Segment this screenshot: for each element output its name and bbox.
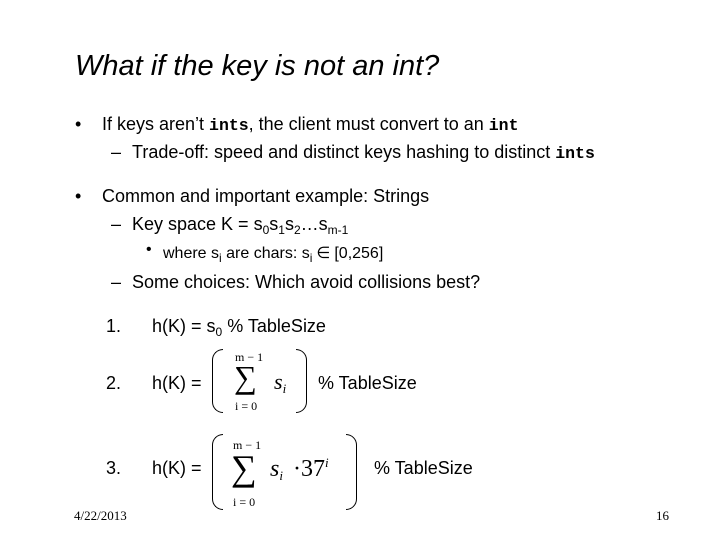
choice-number: 3. [106,458,122,478]
dash-marker: – [111,214,122,234]
subscript: i [282,381,287,396]
subsub-marker: • [146,241,152,258]
sum-lower-limit: i = 0 [235,399,258,413]
choice-1-formula [152,316,326,339]
page-number: 16 [656,508,669,523]
sum-term [270,456,329,481]
bullet-keys-not-ints [102,115,519,135]
choice-number: 2. [106,373,122,393]
subbullet-key-space [132,214,349,237]
text: s [270,456,280,482]
exponent: i [324,455,329,470]
bullet-text: , the client must convert to an [248,114,489,134]
sum-term [274,369,287,396]
subscript: 1 [278,223,285,237]
bullet-strings-example: Common and important example: Strings [102,186,430,206]
dash-marker: – [111,142,122,162]
subscript: m-1 [327,223,349,237]
bullet-marker: • [75,186,82,206]
code-ints: ints [209,116,249,135]
text: % TableSize [222,316,326,336]
subscript: i [279,468,283,483]
summation-symbol: ∑ [231,448,257,488]
text: s [274,369,283,394]
text: h(K) = s [152,316,216,336]
paren-left [212,434,223,510]
subbullet-tradeoff [132,143,595,163]
summation-symbol: ∑ [234,359,257,395]
slide-title: What if the key is not an int? [75,50,440,82]
bullet-marker: • [75,114,82,134]
choice-3-rhs: % TableSize [374,458,473,478]
footer-date: 4/22/2013 [74,508,127,523]
text: are chars: s [221,245,310,262]
subsubbullet-chars [163,243,383,263]
text: [0,256] [334,245,384,262]
bullet-text: If keys aren’t [102,114,210,134]
element-of-symbol: ∈ [312,245,335,262]
sum-upper-limit: m − 1 [235,350,264,364]
multiply-dot: · [292,456,301,482]
choice-2-rhs: % TableSize [318,373,417,393]
text: s [284,214,294,234]
bullet-text: Trade-off: speed and distinct keys hashing to distinct [132,142,556,162]
code-ints: ints [555,144,595,163]
choice-3-lhs: h(K) = [152,458,202,478]
subbullet-choices: Some choices: Which avoid collisions best? [132,272,481,292]
text: Key space K = s [132,214,263,234]
paren-left [212,349,223,413]
choice-2-lhs: h(K) = [152,373,202,393]
subscript: i [219,251,222,265]
text: …s [300,214,328,234]
text: 37 [300,456,325,482]
dash-marker: – [111,272,122,292]
paren-right [346,434,357,510]
subscript: 0 [262,223,270,237]
paren-right [296,349,307,413]
subscript: 0 [215,325,223,339]
choice-number: 1. [106,316,122,336]
sum-upper-limit: m − 1 [233,438,262,452]
text: s [269,214,279,234]
text: where s [163,245,220,262]
subscript: i [309,251,313,265]
sum-lower-limit: i = 0 [233,495,256,509]
code-int: int [488,116,519,135]
subscript: 2 [293,223,301,237]
